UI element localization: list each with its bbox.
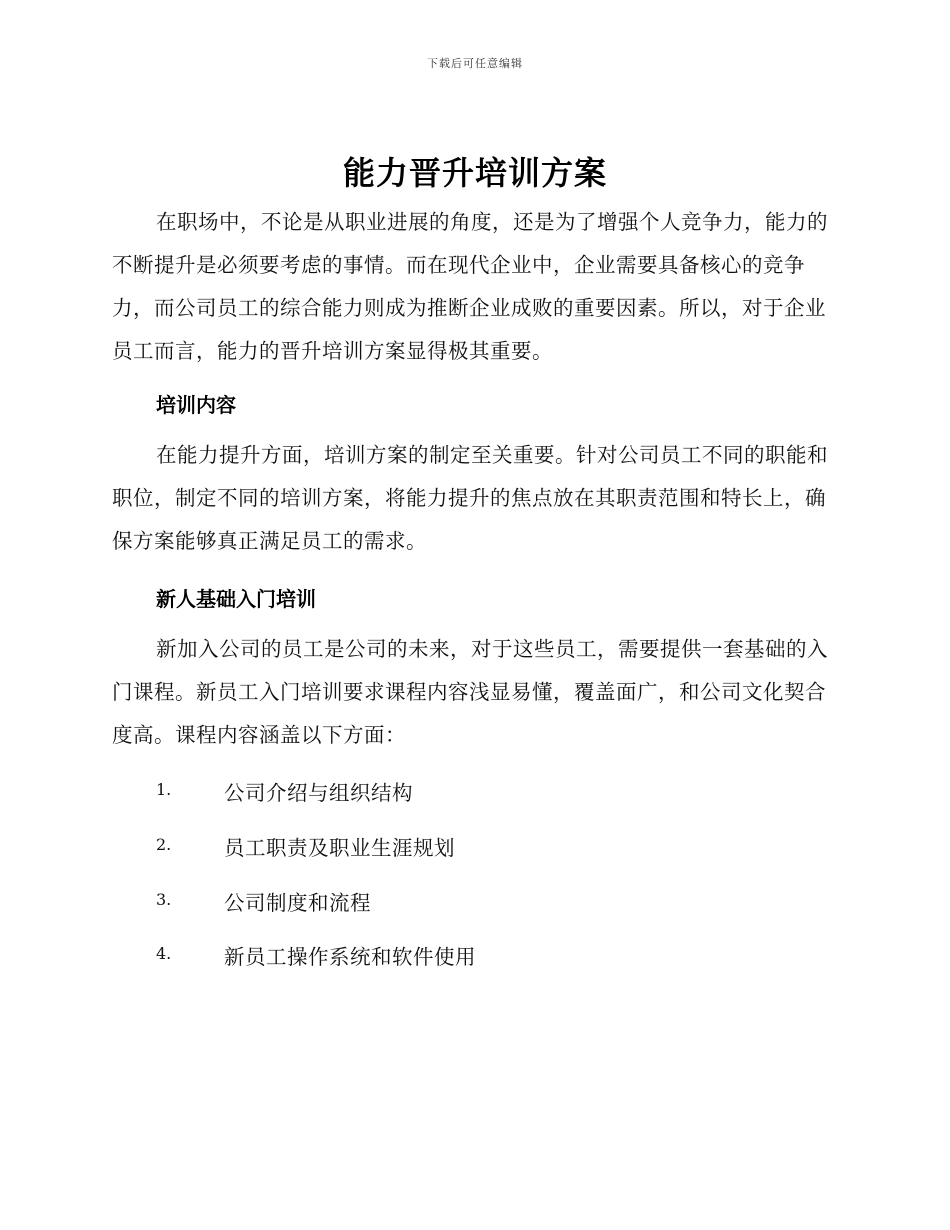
header-note: 下载后可任意编辑 (427, 57, 523, 70)
list-item-text: 员工职责及职业生涯规划 (224, 836, 455, 860)
list-item-number: 2. (156, 835, 172, 854)
list-item-text: 公司介绍与组织结构 (224, 781, 413, 805)
list-item-number: 1. (156, 780, 172, 799)
list-item-number: 3. (156, 890, 172, 909)
list-item (156, 886, 756, 916)
list-item (156, 831, 756, 861)
intro-paragraph: 在职场中，不论是从职业进展的角度，还是为了增强个人竞争力，能力的不断提升是必须要考虑的事情。而在现代企业中，企业需要具备核心的竞争力，而公司员工的综合能力则成为推断企业成败的重要因素。所以，对于企业员工而言，能力的晋升培训方案显得极其重要。 (112, 210, 828, 363)
list-item-text: 新员工操作系统和软件使用 (224, 945, 476, 969)
section-heading-training-content: 培训内容 (156, 393, 236, 417)
section-body-new-hire-training: 新加入公司的员工是公司的未来，对于这些员工，需要提供一套基础的入门课程。新员工入门培训要求课程内容浅显易懂，覆盖面广，和公司文化契合度高。课程内容涵盖以下方面： (112, 637, 828, 747)
section-body-training-content: 在能力提升方面，培训方案的制定至关重要。针对公司员工不同的职能和职位，制定不同的培训方案，将能力提升的焦点放在其职责范围和特长上，确保方案能够真正满足员工的需求。 (112, 443, 828, 553)
document-title: 能力晋升培训方案 (342, 154, 607, 192)
list-item-number: 4. (156, 944, 172, 963)
list-item-text: 公司制度和流程 (224, 891, 371, 915)
list-item (156, 776, 756, 806)
section-heading-new-hire-training: 新人基础入门培训 (156, 587, 316, 611)
list-item (156, 940, 756, 970)
